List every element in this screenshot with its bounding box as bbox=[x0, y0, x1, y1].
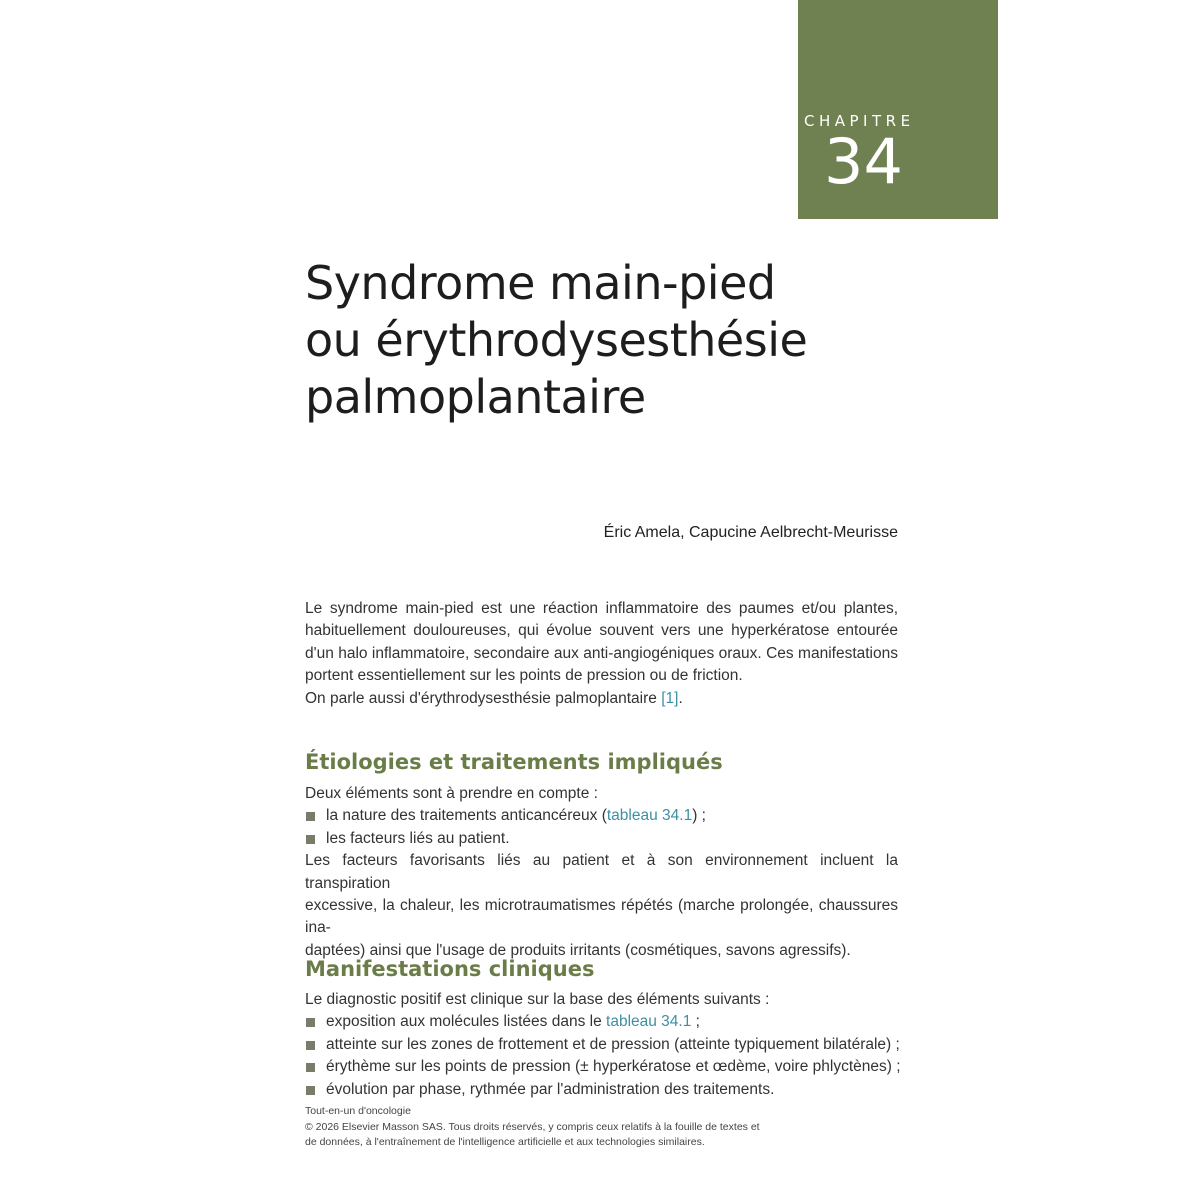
chapter-label: CHAPITRE bbox=[804, 112, 915, 130]
chapter-number: 34 bbox=[824, 125, 903, 198]
section-heading-manifestations: Manifestations cliniques bbox=[305, 957, 595, 981]
intro-paragraph bbox=[305, 598, 898, 710]
paragraph-line: Les facteurs favorisants liés au patient et à son environnement incluent la transpiration bbox=[305, 852, 898, 892]
intro-line: habituellement douloureuses, qui évolue souvent vers une hyperkératose entourée bbox=[305, 622, 898, 640]
paragraph-line: excessive, la chaleur, les microtraumatismes répétés (marche prolongée, chaussures ina- bbox=[305, 897, 898, 937]
title-line: palmoplantaire bbox=[305, 370, 646, 424]
list-item: érythème sur les points de pression (± hyperkératose et œdème, voire phlyctènes) ; bbox=[305, 1056, 898, 1078]
bullet-square-icon bbox=[306, 1086, 315, 1095]
chapter-box bbox=[798, 0, 998, 219]
title-line: ou érythrodysesthésie bbox=[305, 313, 808, 367]
table-reference-link[interactable]: tableau 34.1 bbox=[606, 1013, 692, 1031]
footer-line: de données, à l'entraînement de l'intelligence artificielle et aux technologies similaires. bbox=[305, 1136, 705, 1148]
title-line: Syndrome main-pied bbox=[305, 256, 776, 310]
list-item: exposition aux molécules listées dans le tableau 34.1 ; bbox=[305, 1011, 898, 1033]
list-item: atteinte sur les zones de frottement et de pression (atteinte typiquement bilatérale) ; bbox=[305, 1034, 898, 1056]
intro-line: portent essentiellement sur les points de pression ou de friction. bbox=[305, 667, 743, 685]
list-item: la nature des traitements anticancéreux (tableau 34.1) ; bbox=[305, 805, 898, 827]
bullet-square-icon bbox=[306, 1018, 315, 1027]
bullet-square-icon bbox=[306, 1041, 315, 1050]
section-heading-etiologies: Étiologies et traitements impliqués bbox=[305, 750, 723, 774]
footer-line: Tout-en-un d'oncologie bbox=[305, 1105, 411, 1117]
reference-link[interactable]: [1] bbox=[661, 689, 679, 707]
paragraph-line: daptées) ainsi que l'usage de produits irritants (cosmétiques, savons agressifs). bbox=[305, 941, 851, 959]
section-lead: Le diagnostic positif est clinique sur la base des éléments suivants : bbox=[305, 991, 770, 1008]
section-etiologies-body bbox=[305, 783, 898, 962]
bullet-square-icon bbox=[306, 835, 315, 844]
copyright-footer bbox=[305, 1104, 775, 1151]
intro-line: Le syndrome main-pied est une réaction inflammatoire des paumes et/ou plantes, bbox=[305, 600, 898, 617]
intro-line: On parle aussi d'érythrodysesthésie palmoplantaire [1]. bbox=[305, 689, 683, 707]
list-item: évolution par phase, rythmée par l'administration des traitements. bbox=[305, 1079, 898, 1101]
page-title bbox=[305, 255, 905, 426]
bullet-square-icon bbox=[306, 812, 315, 821]
bullet-square-icon bbox=[306, 1063, 315, 1072]
section-lead: Deux éléments sont à prendre en compte : bbox=[305, 785, 598, 802]
authors: Éric Amela, Capucine Aelbrecht-Meurisse bbox=[603, 524, 898, 541]
intro-line: d'un halo inflammatoire, secondaire aux anti-angiogéniques oraux. Ces manifestations bbox=[305, 644, 898, 662]
footer-line: © 2026 Elsevier Masson SAS. Tous droits réservés, y compris ceux relatifs à la fouille de textes et bbox=[305, 1120, 760, 1133]
table-reference-link[interactable]: tableau 34.1 bbox=[606, 807, 693, 825]
section-manifestations-body bbox=[305, 989, 901, 1101]
list-item: les facteurs liés au patient. bbox=[305, 828, 898, 850]
